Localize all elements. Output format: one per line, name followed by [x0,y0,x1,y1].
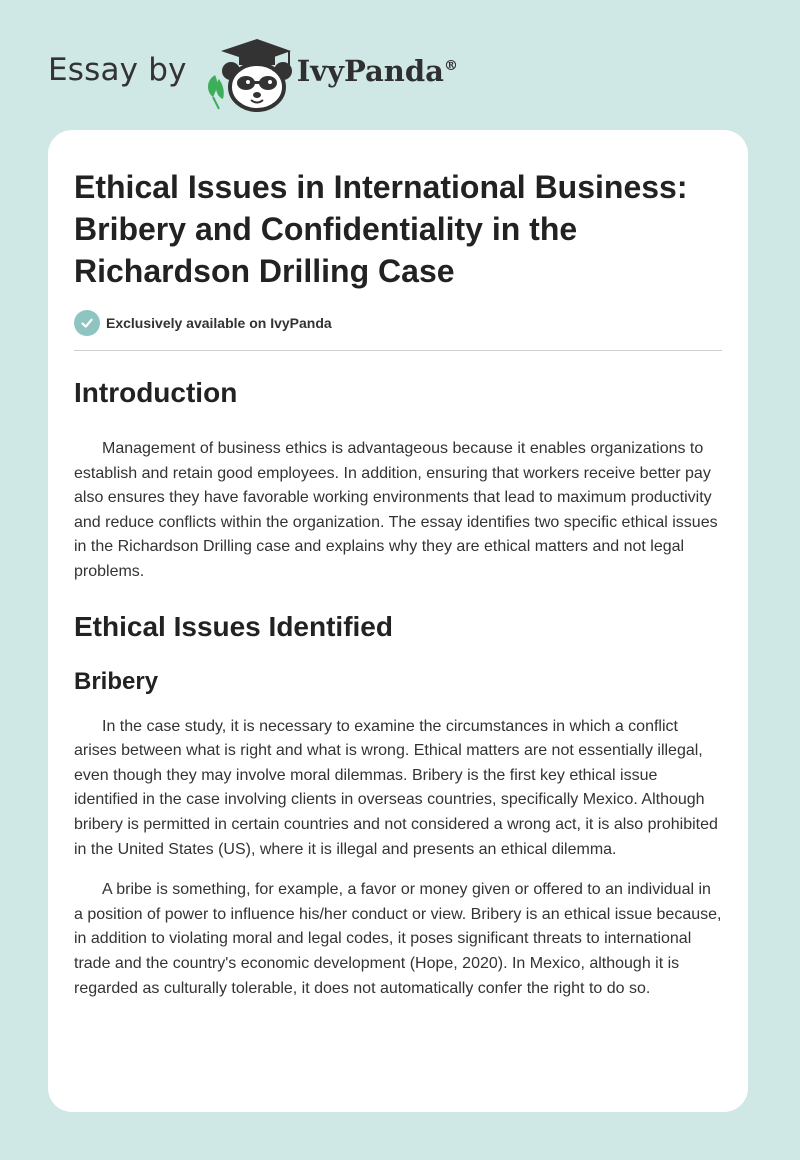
heading-introduction: Introduction [74,377,238,408]
brand-prefix: Essay by [48,52,187,88]
brand-header[interactable] [48,34,458,114]
paragraph-introduction: Management of business ethics is advantageous because it enables organizations to establish and retain good employees. In addition, ensuring that workers receive better pay also ensures they have favorable working environments that lead to maximum productivity and reduce conflicts within the organization. The essay identifies two specific ethical issues in the Richardson Drilling case and explains why they are ethical matters and not legal problems. [74,440,718,580]
essay-card [48,130,748,1112]
panda-graduate-icon [201,35,293,113]
exclusive-badge [74,310,722,336]
paragraph-bribery-1: In the case study, it is necessary to examine the circumstances in which a conflict arises between what is right and what is wrong. Ethical matters are not essentially illegal, even though they may involve moral dilemmas. Bribery is the first key ethical issue identified in the case involving clients in overseas countries, specifically Mexico. Although bribery is permitted in certain countries and not considered a wrong act, it is also prohibited in the United States (US), where it is illegal and presents an ethical dilemma. [74,717,718,858]
heading-bribery: Bribery [74,667,159,695]
divider [74,350,722,351]
brand-name: IvyPanda® [296,54,458,88]
paragraph-bribery-2: A bribe is something, for example, a favor or money given or offered to an individual in a position of power to influence his/her conduct or view. Bribery is an ethical issue because, in addition to violating moral and legal codes, it poses significant threats to international trade and the country's economic development (Hope, 2020). In Mexico, although it is regarded as culturally tolerable, it does not automatically confer the right to do so. [74,881,722,997]
registered-mark: ® [443,58,458,74]
essay-title: Ethical Issues in International Business: Bribery and Confidentiality in the Richardson Drilling Case [74,169,688,289]
exclusive-label: Exclusively available on IvyPanda [106,315,332,331]
heading-ethical-issues: Ethical Issues Identified [74,610,393,642]
check-circle-icon [74,310,100,336]
